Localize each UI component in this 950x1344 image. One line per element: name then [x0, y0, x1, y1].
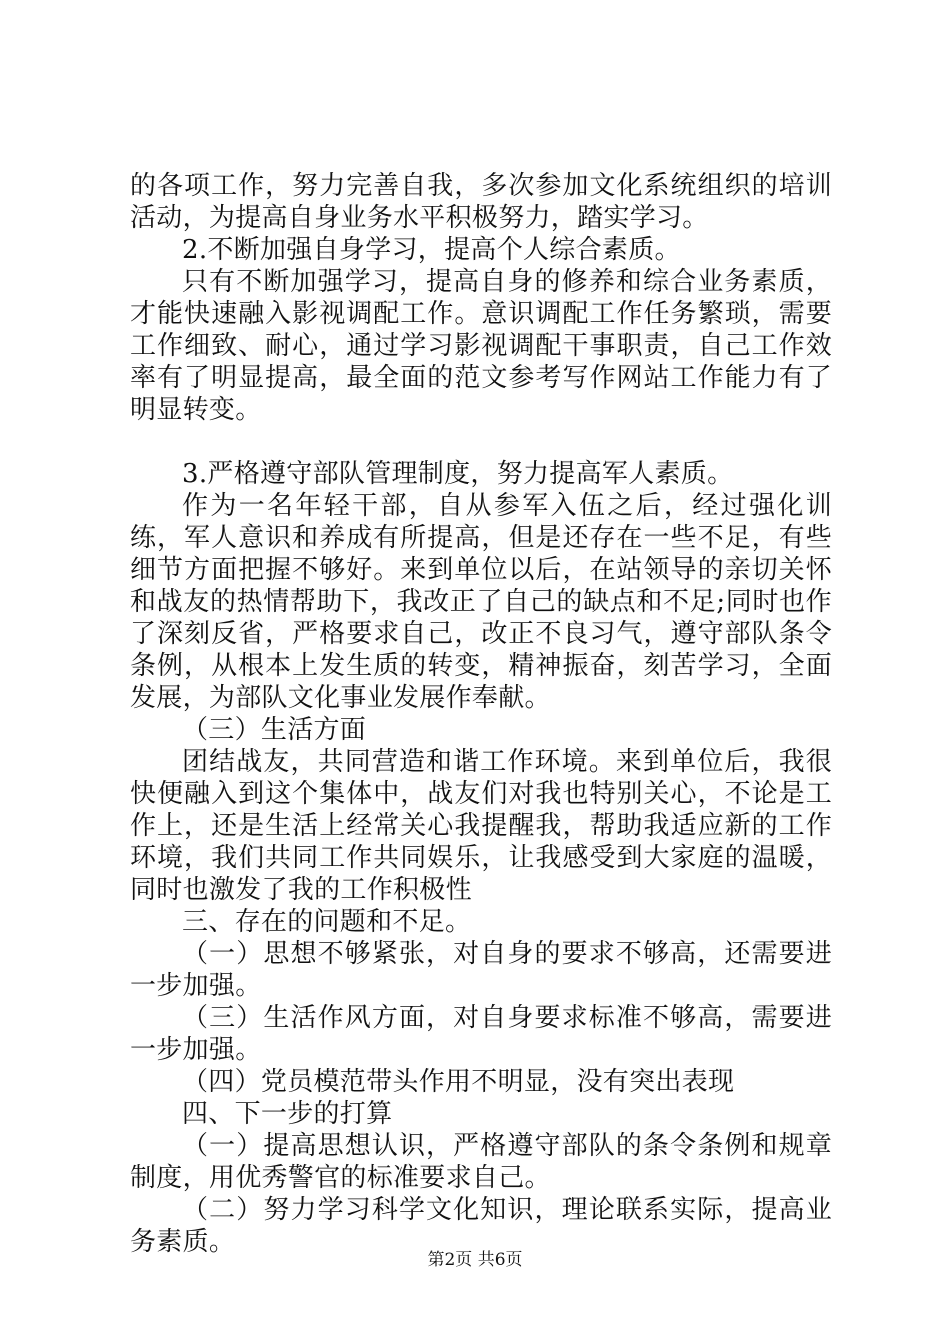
section-heading-3: 3.严格遵守部队管理制度，努力提高军人素质。 [182, 459, 734, 489]
paragraph-continuation: 的各项工作，努力完善自我，多次参加文化系统组织的培训活动，为提高自身业务水平积极努力，踏实学习。 [130, 171, 832, 233]
section-heading-plans: 四、下一步的打算 [182, 1099, 393, 1129]
document-body [130, 170, 832, 1258]
list-item: （一）思想不够紧张，对自身的要求不够高，还需要进一步加强。 [130, 939, 832, 1001]
list-item: （四）党员模范带头作用不明显，没有突出表现 [182, 1067, 735, 1097]
list-item: （二）努力学习科学文化知识，理论联系实际，提高业务素质。 [130, 1195, 832, 1257]
paragraph: 作为一名年轻干部，自从参军入伍之后，经过强化训练，军人意识和养成有所提高，但是还存在一些不足，有些细节方面把握不够好。来到单位以后，在站领导的亲切关怀和战友的热情帮助下，我改正了自己的缺点和不足;同时也作了深刻反省，严格要求自己，改正不良习气，遵守部队条令条例，从根本上发生质的转变，精神振奋，刻苦学习，全面发展，为部队文化事业发展作奉献。 [130, 491, 832, 713]
list-item: （一）提高思想认识，严格遵守部队的条令条例和规章制度，用优秀警官的标准要求自己。 [130, 1131, 832, 1193]
section-heading-problems: 三、存在的问题和不足。 [182, 907, 472, 937]
page-number-footer: 第2页 共6页 [427, 1250, 523, 1270]
paragraph-spacer [130, 426, 832, 458]
subsection-heading-life: （三）生活方面 [182, 715, 367, 745]
section-heading-2: 2.不断加强自身学习，提高个人综合素质。 [182, 235, 681, 265]
paragraph: 团结战友，共同营造和谐工作环境。来到单位后，我很快便融入到这个集体中，战友们对我也特别关心，不论是工作上，还是生活上经常关心我提醒我，帮助我适应新的工作环境，我们共同工作共同娱乐，让我感受到大家庭的温暖，同时也激发了我的工作积极性 [130, 747, 832, 905]
paragraph: 只有不断加强学习，提高自身的修养和综合业务素质，才能快速融入影视调配工作。意识调配工作任务繁琐，需要工作细致、耐心，通过学习影视调配干事职责，自己工作效率有了明显提高，最全面的范文参考写作网站工作能力有了明显转变。 [130, 267, 832, 425]
list-item: （三）生活作风方面，对自身要求标准不够高，需要进一步加强。 [130, 1003, 832, 1065]
